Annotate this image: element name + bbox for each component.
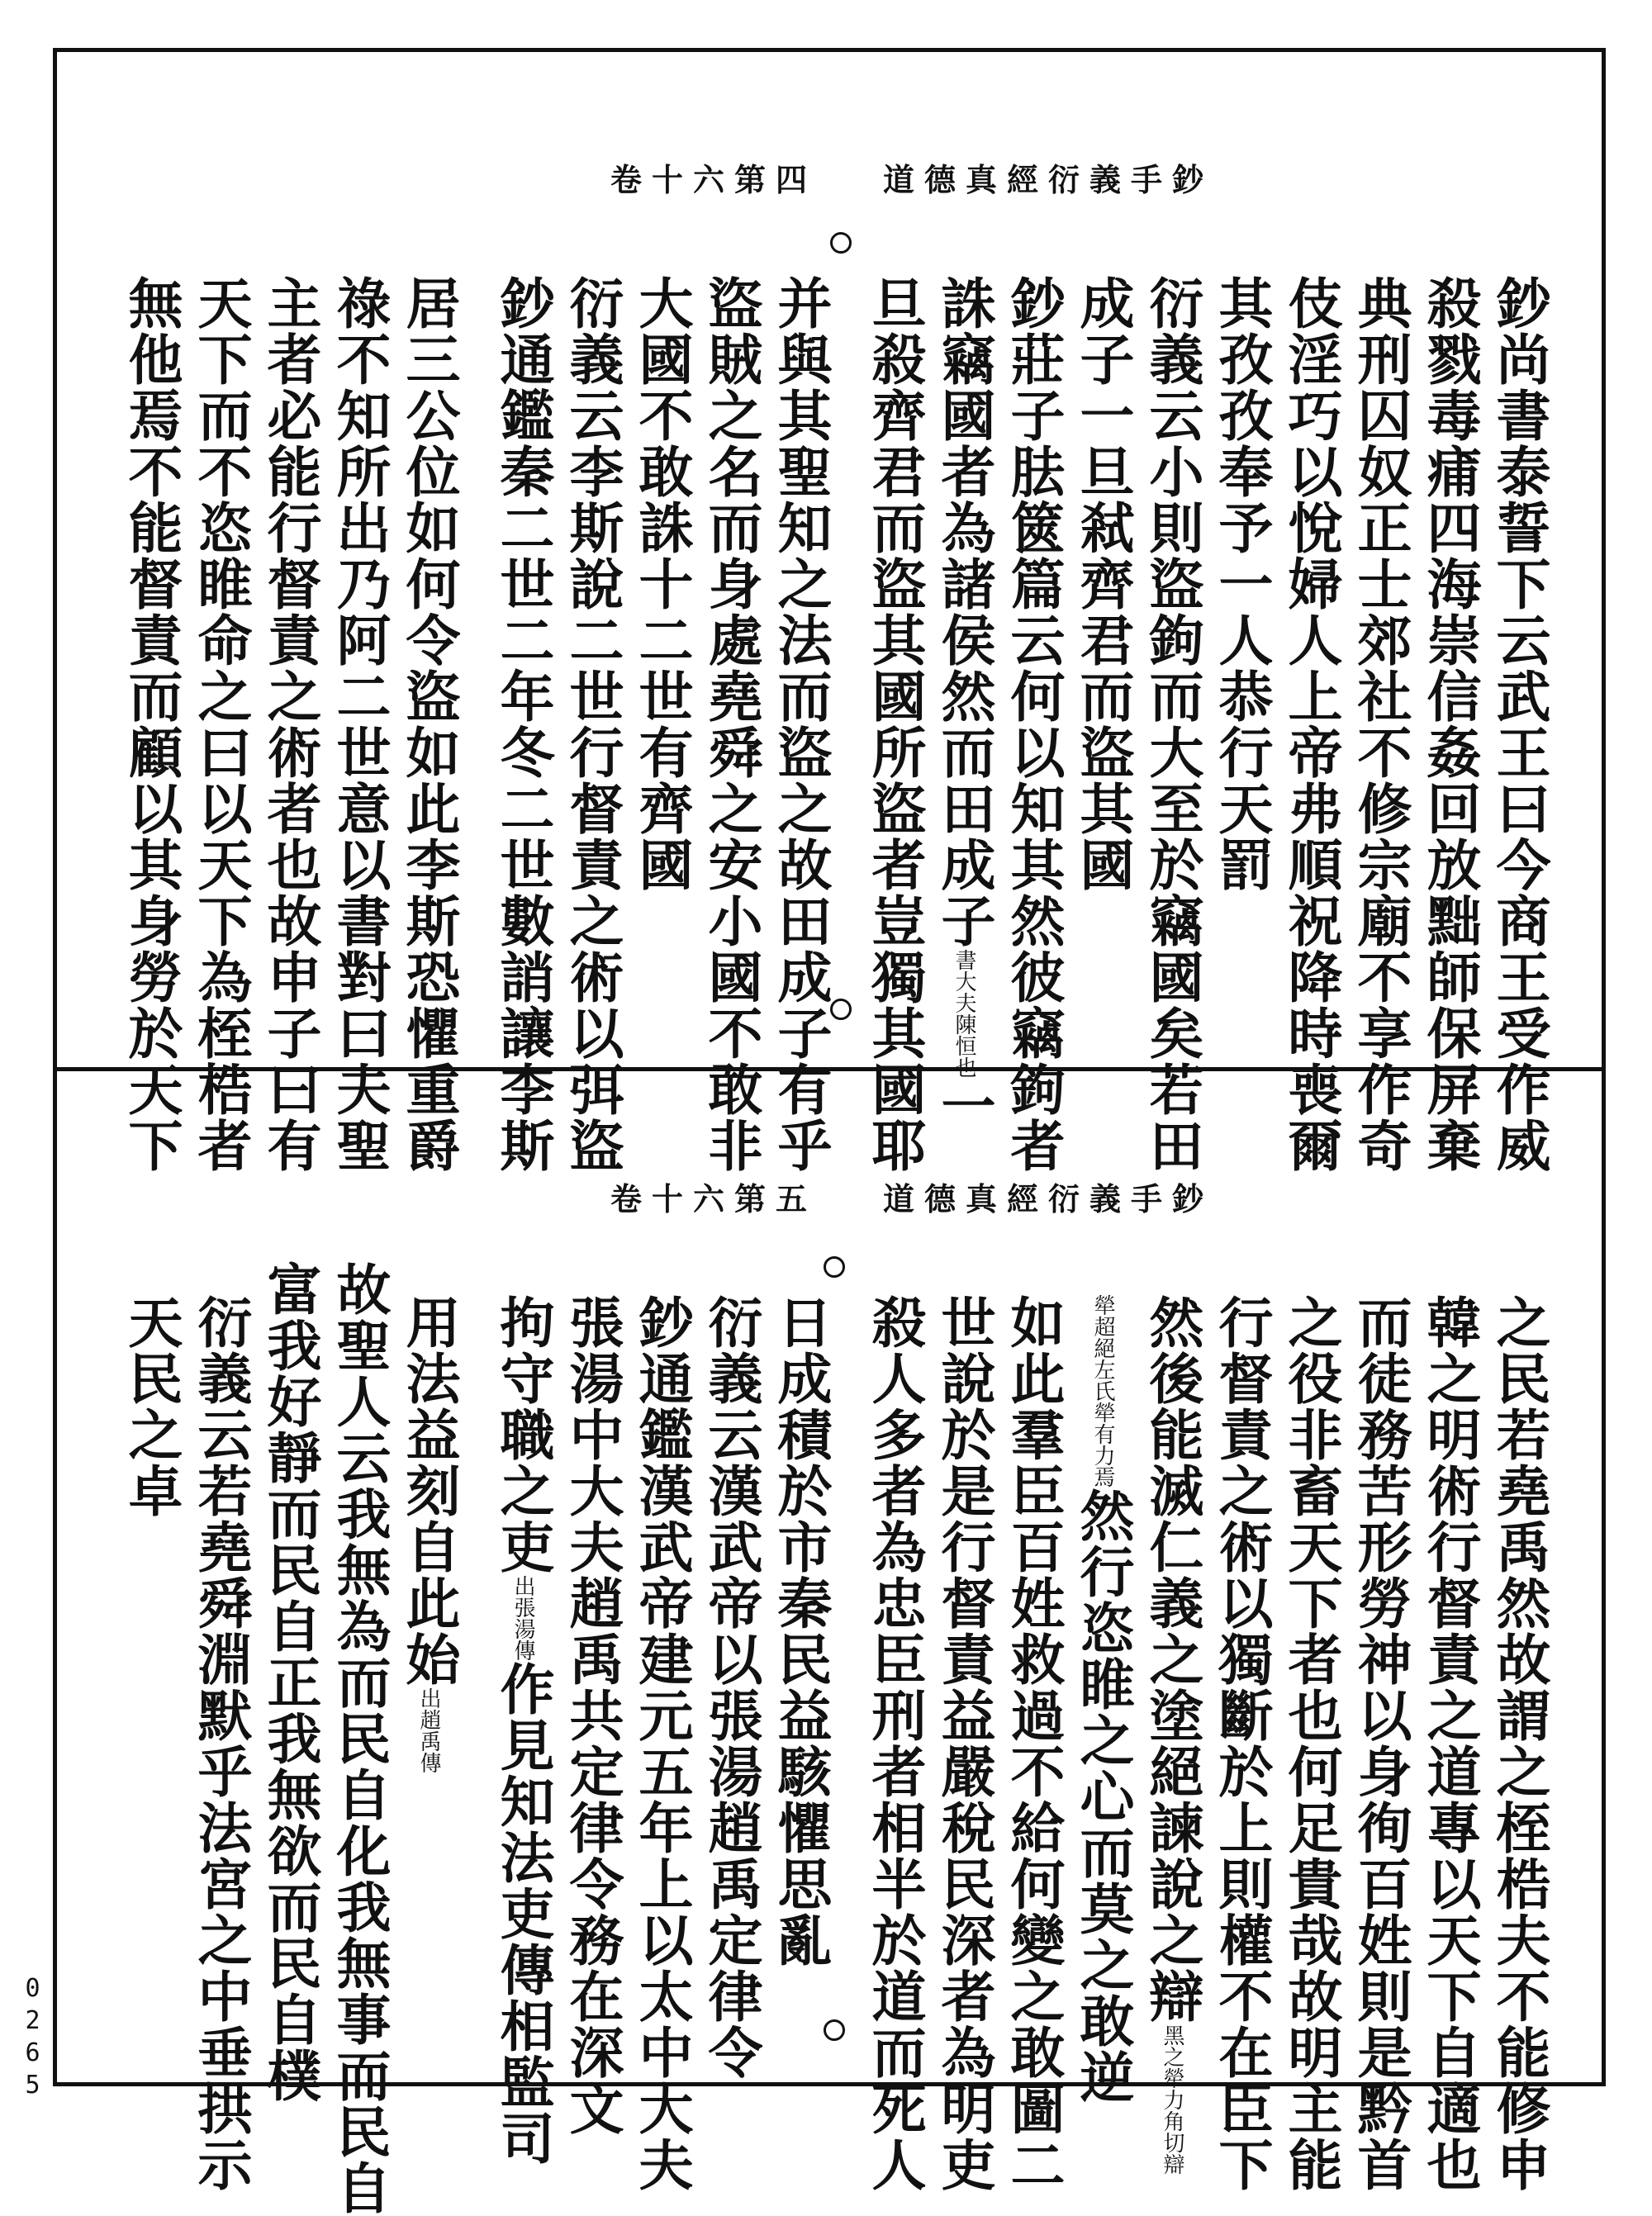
text-column: 天下而不恣睢命之曰以天下為桎梏者	[188, 275, 253, 1174]
text-column: 衍義云漢武帝以張湯趙禹定律令	[699, 1294, 763, 2081]
text-column: 衍義云李斯說二世行督責之術以弭盜	[560, 275, 624, 1174]
top-header-volume: 卷十六第四	[610, 161, 818, 198]
bottom-header-volume: 卷十六第五	[610, 1180, 818, 1217]
text-column: 之役非畜天下者也何足貴哉故明主能	[1279, 1294, 1343, 2193]
text-column	[1070, 1294, 1136, 2105]
fold-mark-ring	[824, 2019, 845, 2041]
inline-note: 書大夫	[952, 949, 976, 1013]
top-header-title: 道德真經衍義手鈔	[882, 161, 1213, 198]
text-column: 殺人多者為忠臣刑者相半於道而死人	[862, 1294, 927, 2193]
text-column: 典刑囚奴正士郊社不修宗廟不享作奇	[1348, 275, 1412, 1174]
text-column: 而徒務苦形勞神以身徇百姓則是黔首	[1348, 1294, 1412, 2193]
text-column	[1139, 1294, 1205, 2175]
text-column: 旦殺齊君而盜其國所盜者豈獨其國耶	[862, 275, 927, 1174]
bottom-header-title: 道德真經衍義手鈔	[882, 1180, 1213, 1217]
text-column: 其孜孜奉予一人恭行天罰	[1209, 275, 1274, 893]
text-column: 行督責之術以獨斷於上則權不在臣下	[1209, 1294, 1274, 2193]
text-run: 作見知法吏傳相監司	[491, 1661, 555, 2166]
text-column: 張湯中大夫趙禹共定律令務在深文	[560, 1294, 624, 2137]
bottom-panel	[57, 1071, 1602, 2216]
text-column: 殺戮毒痡四海崇信姦回放黜師保屏棄	[1417, 275, 1482, 1174]
text-column: 天民之卓	[119, 1294, 183, 1519]
text-column	[490, 1294, 556, 2166]
text-run: 誅竊國者為諸侯然而田成子	[932, 275, 996, 949]
text-column: 祿不知所出乃阿二世意以書對曰夫聖	[327, 275, 392, 1174]
text-column: 韓之明術行督責之道專以天下自適也	[1417, 1294, 1482, 2193]
text-column: 世說於是行督責益嚴稅民深者為明吏	[932, 1294, 996, 2193]
text-column	[396, 1294, 462, 1773]
bottom-header	[57, 1174, 1602, 1223]
text-column: 伎淫巧以悅婦人上帝弗順祝降時喪爾	[1279, 275, 1343, 1174]
text-run: 拘守職之吏	[491, 1294, 555, 1575]
text-column: 鈔尚書泰誓下云武王曰今商王受作威	[1487, 275, 1551, 1174]
page-number: 0265	[18, 1974, 47, 2103]
text-column: 鈔莊子胠篋篇云何以知其然彼竊鉤者	[1001, 275, 1066, 1174]
text-column: 故聖人云我無為而民自化我無事而民自	[327, 1261, 392, 2216]
text-column: 居三公位如何令盜如此李斯恐懼重爵	[396, 275, 461, 1174]
inline-note: 出張湯傳	[510, 1575, 535, 1661]
inline-note: 犖力角切辯	[1160, 2067, 1184, 2175]
inline-note: 出趙禹傳	[416, 1687, 441, 1773]
text-column: 鈔通鑑漢武帝建元五年上以太中大夫	[629, 1294, 694, 2193]
text-column: 日成積於市秦民益駭懼思亂	[768, 1294, 833, 1968]
text-column: 大國不敢誅十二世有齊國	[629, 275, 694, 893]
text-column: 無他焉不能督責而顧以其身勞於天下	[119, 275, 183, 1174]
text-run: 然行恣睢之心而莫之敢逆	[1070, 1488, 1135, 2105]
text-column: 富我好靜而民自正我無欲而民自樸	[258, 1261, 322, 2104]
inline-note: 黑之	[1160, 2024, 1184, 2067]
text-column: 衍義云若堯舜淵默乎法宮之中垂拱示	[188, 1294, 253, 2193]
text-column	[931, 275, 997, 1134]
text-column: 盜賊之名而身處堯舜之安小國不敢非	[699, 275, 763, 1174]
text-column: 并與其聖知之法而盜之故田成子有乎	[768, 275, 833, 1174]
text-column: 衍義云小則盜鉤而大至於竊國矣若田	[1140, 275, 1204, 1174]
top-header	[57, 154, 1602, 204]
fold-mark-ring	[824, 1256, 845, 1278]
text-column: 鈔通鑑秦二世二年冬二世數誚讓李斯	[491, 275, 555, 1174]
text-run: 一	[932, 1078, 996, 1134]
top-panel	[57, 52, 1602, 1174]
text-column: 之民若堯禹然故謂之桎梏夫不能修申	[1487, 1294, 1551, 2193]
text-column: 成子一旦弒齊君而盜其國	[1070, 275, 1135, 893]
text-run: 用法益刻自此始	[396, 1294, 461, 1687]
text-run: 然後能滅仁義之塗絕諫說之辯	[1140, 1294, 1204, 2024]
text-column: 主者必能行督責之術者也故申子曰有	[258, 275, 322, 1174]
inline-note: 陳恒也	[952, 1013, 976, 1078]
inline-note: 犖超絕左氏犖有力焉	[1090, 1294, 1115, 1488]
fold-mark-ring	[830, 232, 852, 254]
text-column: 如此羣臣百姓救過不給何變之敢圖二	[1001, 1294, 1066, 2193]
